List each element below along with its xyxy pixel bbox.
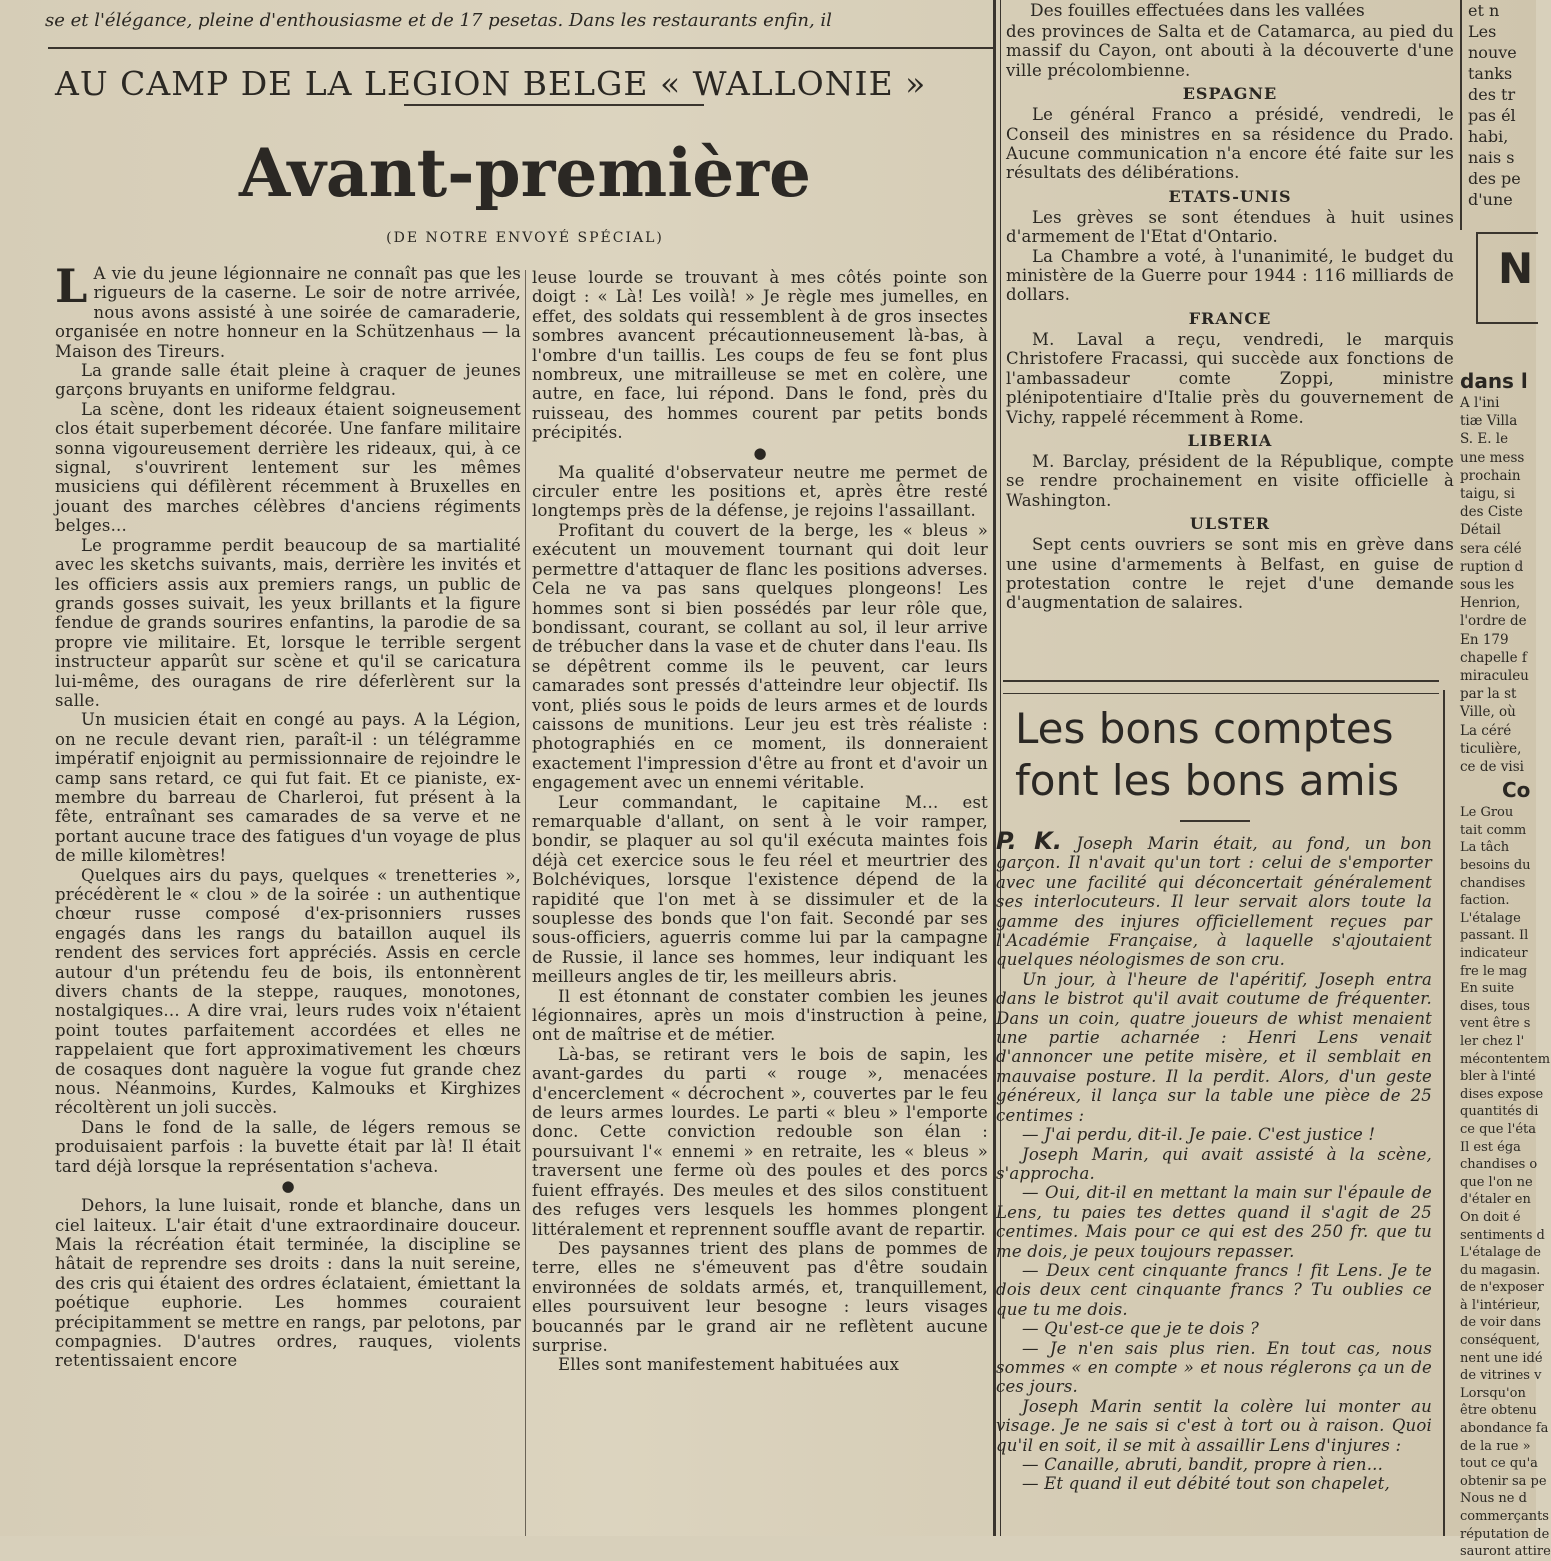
right-edge-heading-2: Co <box>1502 778 1531 803</box>
right-edge-line: S. E. le <box>1460 431 1509 448</box>
story-paragraph: — Oui, dit-il en mettant la main sur l'épaule de Lens, tu paies tes dettes quand il s'agit de 25 centimes. Mais pour ce qui est des 250 fr. que tu me dois, je peux toujours repasser. <box>996 1183 1432 1261</box>
article-title: Avant-première <box>238 134 812 212</box>
right-edge-line: par la st <box>1460 686 1517 703</box>
right-edge-line: de vitrines v <box>1460 1368 1542 1384</box>
article-column-1 <box>55 259 521 1536</box>
right-edge-line: ce de visi <box>1460 759 1524 776</box>
right-edge-line: d'étaler en <box>1460 1192 1531 1208</box>
right-edge-line: Il est éga <box>1460 1139 1521 1155</box>
story-paragraph: — Qu'est-ce que je te dois ? <box>1022 1319 1260 1339</box>
right-edge-line: prochain <box>1460 467 1521 484</box>
article-paragraph <box>55 259 521 361</box>
story-paragraph: Joseph Marin, qui avait assisté à la scène, s'approcha. <box>996 1144 1432 1183</box>
article-paragraph: Profitant du couvert de la berge, les « bleus » exécutent un mouvement tournant qui doit leur permettre d'attaquer de flanc les positions adverses. Cela ne va pas sans quelques plongeons! Les hommes sont si bien possédés par leur rôle que, bondissant, courant, se collant au sol, il leur arrive de trébucher dans la vase et de chuter dans l'eau. Ils se dépêtrent comme ils le peuvent, car leurs camarades sont pressés d'atteindre leur objectif. Ils vont, pliés sous le poids de leurs armes et de lourds caissons de munitions. Leur jeu est très réaliste : photographiés en ce moment, ils donneraient exactement l'impression d'être au front et d'avoir un engagement avec un ennemi véritable. <box>532 520 988 793</box>
right-edge-line: des pe <box>1468 169 1521 188</box>
right-edge-line: besoins du <box>1460 858 1531 874</box>
article-byline: (DE NOTRE ENVOYÉ SPÉCIAL) <box>386 230 664 246</box>
story-paragraph: Joseph Marin sentit la colère lui monter au visage. Je ne sais si c'est à tort ou à raison. Quoi qu'il en soit, il se mit à assaillir Lens d'injures : <box>996 1396 1432 1455</box>
right-edge-line: ce que l'éta <box>1460 1121 1537 1137</box>
top-rule <box>48 47 994 49</box>
kicker-underline <box>404 104 704 106</box>
right-edge-line: Nous ne d <box>1460 1491 1527 1507</box>
right-edge-line: taigu, si <box>1460 486 1515 503</box>
right-edge-line: En suite <box>1460 981 1515 997</box>
right-edge-line: sentiments d <box>1460 1227 1545 1243</box>
right-edge-line: passant. Il <box>1460 928 1529 944</box>
top-strip-left-text: se et l'élégance, pleine d'enthousiasme et de 17 pesetas. Dans les restaurants enfin, il <box>45 10 832 31</box>
news-heading-ulster: ULSTER <box>1189 514 1271 534</box>
right-edge-line: Lorsqu'on <box>1460 1385 1526 1401</box>
news-text: Le général Franco a présidé, vendredi, le Conseil des ministres en sa résidence du Prado. Aucune communication n'a encore été faite sur les résultats des délibérations. <box>1006 105 1454 183</box>
story-paragraph: — Canaille, abruti, bandit, propre à rien... <box>1022 1455 1384 1474</box>
article-paragraph: Il est étonnant de constater combien les jeunes légionnaires, après un mois d'instruction à peine, ont de maîtrise et de métier. <box>532 986 988 1045</box>
right-edge-heading: dans l <box>1460 369 1528 393</box>
right-edge-line: de n'exposer <box>1460 1280 1544 1296</box>
story-paragraph: — Et quand il eut débité tout son chapelet, <box>1022 1474 1390 1494</box>
news-heading-espagne: ESPAGNE <box>1182 84 1278 104</box>
right-edge-line: sous les <box>1460 577 1515 594</box>
news-heading-france: FRANCE <box>1188 308 1272 328</box>
right-edge-line: ticulière, <box>1460 740 1522 757</box>
right-edge-line: A l'ini <box>1460 395 1500 411</box>
right-edge-line: mécontentem <box>1460 1051 1551 1067</box>
news-text: M. Laval a reçu, vendredi, le marquis Christofere Fracassi, qui succède aux fonctions de l'ambassadeur comte Zoppi, ministre plénipotentiaire d'Italie près du gouvernement de Vichy, rappelé récemment à Rome. <box>1006 329 1454 427</box>
right-edge-line: Ville, où <box>1460 704 1516 721</box>
right-edge-line: chapelle f <box>1460 649 1527 666</box>
story-body <box>996 827 1432 1536</box>
story-headline-rule <box>1180 820 1250 822</box>
column-rule-right-top <box>1460 0 1462 230</box>
right-edge-line: On doit é <box>1460 1209 1521 1225</box>
right-edge-line: quantités di <box>1460 1104 1539 1120</box>
right-edge-line: chandises <box>1460 875 1526 891</box>
right-edge-line: Détail <box>1460 522 1501 539</box>
right-edge-line: En 179 <box>1460 631 1509 648</box>
news-text: Les grèves se sont étendues à huit usines d'armement de l'Etat d'Ontario. <box>1006 207 1454 247</box>
top-strip-left <box>45 0 995 40</box>
right-edge-line: bler à l'inté <box>1460 1069 1536 1085</box>
column-rule-right-bottom <box>1443 690 1445 1536</box>
right-edge-line: Henrion, <box>1460 595 1521 612</box>
right-edge-line: indicateur <box>1460 946 1528 962</box>
news-heading-liberia: LIBERIA <box>1187 430 1273 450</box>
right-edge-line: et n <box>1468 1 1500 20</box>
news-text: La Chambre a voté, à l'unanimité, le budget du ministère de la Guerre pour 1944 : 116 milliards de dollars. <box>1006 246 1454 305</box>
story-paragraph: — J'ai perdu, dit-il. Je paie. C'est justice ! <box>1022 1125 1376 1145</box>
right-edge-line: nouve <box>1468 43 1517 62</box>
story-paragraph: — Deux cent cinquante francs ! fit Lens. Je te dois deux cent cinquante francs ? Tu oublies ce que tu me dois. <box>996 1260 1432 1319</box>
right-edge-line: réputation de <box>1460 1526 1550 1542</box>
right-edge-box <box>1476 232 1538 324</box>
news-briefs <box>1006 22 1454 672</box>
story-paragraph: Un jour, à l'heure de l'apéritif, Joseph entra dans le bistrot qu'il avait coutume de fréquenter. Dans un coin, quatre joueurs de whist menaient une partie acharnée : Henri Lens venait d'annoncer une petite misère, et il semblait en mauvaise posture. Il la perdit. Alors, d'un geste généreux, il lança sur la table une pièce de 25 centimes : <box>996 969 1432 1125</box>
news-text: Sept cents ouvriers se sont mis en grève dans une usine d'armements à Belfast, en guise de protestation contre le rejet d'une demande d'augmentation de salaires. <box>1006 535 1454 613</box>
right-edge-line: d'une <box>1468 190 1513 209</box>
section-bullet: ● <box>753 443 767 462</box>
article-kicker: AU CAMP DE LA LEGION BELGE « WALLONIE » <box>55 64 927 103</box>
right-edge-line: La céré <box>1460 722 1512 739</box>
article-paragraph: Des paysannes trient des plans de pommes de terre, elles ne s'émeuvent pas d'être soudain environnées de soldats armés, et, tranquillement, elles poursuivent leur besogne : leurs visages boucannés par le grand air ne reflètent aucune surprise. <box>532 1238 988 1355</box>
column-rule-article <box>525 270 526 1536</box>
right-edge-line: commerçants <box>1460 1509 1549 1525</box>
right-edge-line: tait comm <box>1460 822 1527 838</box>
right-edge-line: tout ce qu'a <box>1460 1456 1538 1472</box>
right-edge-lines-2 <box>1460 804 1551 1561</box>
right-edge-line: pas él <box>1468 106 1516 125</box>
right-edge-line: L'étalage <box>1460 910 1521 926</box>
story-initials: P. K. <box>996 827 1063 855</box>
right-edge-line: L'étalage de <box>1460 1245 1541 1261</box>
article-paragraph: Un musicien était en congé au pays. A la Légion, on ne recule devant rien, paraît-il : un télégramme impératif enjoignit au permissionnaire de rejoindre le camp sans retard, ce qui fut fait. Et ce pianiste, ex-membre du barreau de Charleroi, fut présent à la fête, entraînant ses camarades de sa verve et ne portant aucune trace des fatigues d'un voyage de plus de mille kilomètres! <box>55 710 521 866</box>
right-edge-line: être obtenu <box>1460 1403 1537 1419</box>
top-strip-right <box>1030 0 1460 24</box>
right-edge-line: vent être s <box>1460 1016 1531 1032</box>
story-headline: Les bons comptes font les bons amis <box>1015 704 1400 805</box>
article-paragraph: La scène, dont les rideaux étaient soigneusement clos était superbement décorée. Une fanfare militaire sonna vigoureusement derrière les rideaux, qui, à ce signal, s'ouvrirent lentement sur les mêmes musiciens qui défilèrent récemment à Bruxelles en jouant des marches célèbres d'anciens régiments belges... <box>55 399 521 536</box>
right-edge-line: nent une idé <box>1460 1350 1543 1366</box>
right-edge-line: une mess <box>1460 449 1525 466</box>
right-edge-line: ruption d <box>1460 558 1524 575</box>
right-edge-line: sera célé <box>1460 540 1522 557</box>
right-edge-line: faction. <box>1460 893 1510 909</box>
right-edge-bottom <box>1460 368 1551 1560</box>
article-paragraph: Dehors, la lune luisait, ronde et blanche, dans un ciel laiteux. L'air était d'une extraordinaire douceur. Mais la récréation était terminée, la discipline se hâtait de reprendre ses droits : dans la nuit sereine, des cris qui étaient des ordres éclataient, émiettant la poétique euphorie. Les hommes couraient précipitamment se mettre en rangs, par pelotons, par compagnies. D'autres ordres, rauques, violents retentissaient encore <box>55 1196 521 1371</box>
article-paragraph: leuse lourde se trouvant à mes côtés pointe son doigt : « Là! Les voilà! » Je règle mes jumelles, en effet, des soldats qui ressemblent à de gros insectes sombres avancent précautionneusement là-bas, à l'ombre d'un taillis. Les coups de feu se font plus nombreux, une mitrailleuse se met en colère, une autre, en face, lui répond. Dans le fond, près du ruisseau, des hommes courent par petits bonds précipités. <box>532 268 988 443</box>
article-column-2 <box>532 268 988 1536</box>
right-edge-line: abondance fa <box>1460 1421 1549 1437</box>
article-paragraph: Ma qualité d'observateur neutre me permet de circuler entre les positions et, après être resté longtemps près de la défense, je rejoins l'assaillant. <box>532 462 988 521</box>
right-edge-line: l'ordre de <box>1460 613 1527 630</box>
right-edge-line: nais s <box>1468 148 1515 167</box>
right-edge-line: dises expose <box>1460 1086 1544 1102</box>
right-edge-top <box>1468 0 1536 230</box>
right-edge-line: tiæ Villa <box>1460 413 1518 430</box>
article-paragraph: Là-bas, se retirant vers le bois de sapin, les avant-gardes du parti « rouge », menacées d'encerclement « décrochent », couvertes par le feu de leurs armes lourdes. Le parti « bleu » l'emporte donc. Cette conviction redouble son élan : poursuivant l'« ennemi » en retraite, les « bleus » traversent une ferme où des poules et des porcs fuient effrayés. Des meules et des silos constituent des refuges vers lesquels les hommes plongent littéralement et reprennent souffle avant de repartir. <box>532 1044 988 1239</box>
news-intro: des provinces de Salta et de Catamarca, au pied du massif du Cayon, ont abouti à la découverte d'une ville précolombienne. <box>1006 22 1454 80</box>
right-edge-line: obtenir sa pe <box>1460 1473 1547 1489</box>
right-edge-line: de la rue » <box>1460 1438 1531 1454</box>
section-bullet: ● <box>281 1177 295 1196</box>
article-paragraph: Le programme perdit beaucoup de sa martialité avec les sketchs suivants, mais, derrière les invités et les officiers assis aux premiers rangs, un public de grands gosses suivait, les yeux brillants et la figure fendue de grands sourires enfantins, la parodie de sa propre vie militaire. Et, lorsque le terrible sergent instructeur apparût sur scène et qu'il se caricatura lui-même, des ouragans de rire déferlèrent sur la salle. <box>55 535 521 710</box>
right-edge-line: Le Grou <box>1460 805 1514 821</box>
article-paragraph: La grande salle était pleine à craquer de jeunes garçons bruyants en uniforme feldgrau. <box>55 361 521 400</box>
drop-cap: L <box>55 259 88 313</box>
briefs-rule-1 <box>1003 680 1439 682</box>
right-edge-line: de voir dans <box>1460 1315 1541 1331</box>
right-edge-line: ler chez l' <box>1460 1033 1525 1049</box>
story-paragraph: — Je n'en sais plus rien. En tout cas, nous sommes « en compte » et nous réglerons ça un de ces jours. <box>996 1338 1432 1397</box>
news-text: M. Barclay, président de la République, compte se rendre prochainement en visite officielle à Washington. <box>1006 451 1454 510</box>
right-edge-line: chandises o <box>1460 1157 1538 1173</box>
right-edge-line: à l'intérieur, <box>1460 1297 1541 1313</box>
right-edge-box-letters: N <box>1498 244 1534 293</box>
right-edge-line: conséquent, <box>1460 1333 1540 1349</box>
right-edge-line: des Ciste <box>1460 504 1523 521</box>
news-heading-etats-unis: ETATS-UNIS <box>1168 186 1292 206</box>
right-edge-line: du magasin. <box>1460 1262 1541 1278</box>
right-edge-line: miraculeu <box>1460 668 1529 685</box>
story-paragraph-text: Joseph Marin était, au fond, un bon garçon. Il n'avait qu'un tort : celui de s'emporter avec une facilité qui déconcertait généralement ses interlocuteurs. Il leur servait alors toute la gamme des injures officiellement reçues par l'Académie Française, à laquelle s'ajoutaient quelques néologismes de son cru. <box>996 834 1432 970</box>
article-paragraph: Elles sont manifestement habituées aux <box>558 1355 900 1375</box>
briefs-rule-2 <box>1003 693 1439 694</box>
right-edge-line: sauront attire <box>1460 1544 1551 1560</box>
story-paragraph <box>996 827 1432 970</box>
right-edge-line: tanks <box>1468 64 1513 83</box>
right-edge-line: que l'on ne <box>1460 1174 1533 1190</box>
article-paragraph-text: A vie du jeune légionnaire ne connaît pas que les rigueurs de la caserne. Le soir de notre arrivée, nous avons assisté à une soirée de camaraderie, organisée en notre honneur en la Schützenhaus — la Maison des Tireurs. <box>55 264 521 361</box>
right-edge-line: dises, tous <box>1460 998 1530 1014</box>
article-paragraph: Leur commandant, le capitaine M... est remarquable d'allant, on sent à le voir ramper, bondir, se plaquer au sol qu'il exécuta maintes fois déjà cet exercice sous le feu réel et meurtrier des Bolchéviques, lorsque l'existence dépend de la rapidité que l'on met à se dissimuler et de la souplesse des bonds que l'on fait. Secondé par ses sous-officiers, aguerris comme lui par la campagne de Russie, il lance ses hommes, leur indiquant les meilleurs angles de tir, les meilleurs abris. <box>532 792 988 987</box>
right-edge-line: des tr <box>1468 85 1516 104</box>
right-edge-line: fre le mag <box>1460 963 1528 979</box>
right-edge-lines <box>1460 394 1536 776</box>
article-paragraph: Dans le fond de la salle, de légers remous se produisaient parfois : la buvette était par là! Il était tard déjà lorsque la représentation s'acheva. <box>55 1117 521 1176</box>
right-edge-line: Les <box>1468 22 1497 41</box>
article-paragraph: Quelques airs du pays, quelques « trenetteries », précédèrent le « clou » de la soirée : un authentique chœur russe composé d'ex-prisonniers russes engagés dans les rangs du bataillon auquel ils rendent des services fort appréciés. Assis en cercle autour d'un prétendu feu de bois, ils entonnèrent divers chants de la steppe, rauques, monotones, nostalgiques... A dire vrai, leurs rudes voix n'étaient point toutes parfaitement accordées et elles ne rappelaient que fort approximativement les chœurs de cosaques dont naguère la vogue fut grande chez nous. Néanmoins, Kurdes, Kalmouks et Kirghizes récoltèrent un joli succès. <box>55 865 521 1118</box>
top-strip-right-text: Des fouilles effectuées dans les vallées <box>1030 1 1365 21</box>
right-edge-line: La tâch <box>1460 840 1510 856</box>
right-edge-line: habi, <box>1468 127 1509 146</box>
